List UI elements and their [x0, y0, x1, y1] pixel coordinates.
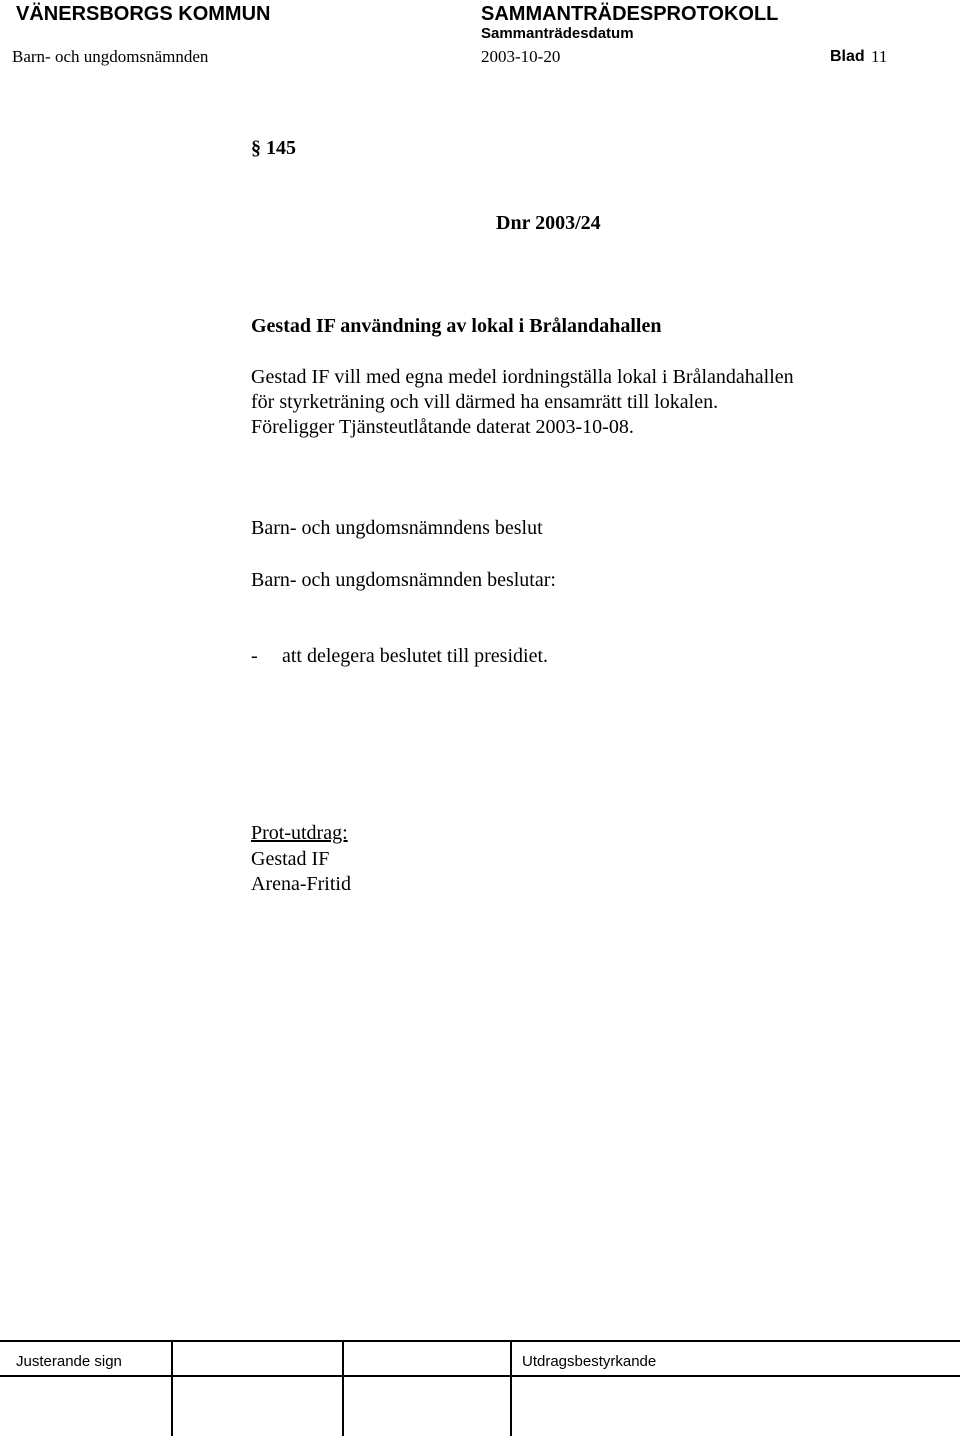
extract-recipients: [251, 847, 351, 897]
section-body: [251, 365, 794, 440]
meeting-date-label: Sammanträdesdatum: [481, 25, 634, 42]
body-line: Gestad IF vill med egna medel iordningställa lokal i Brålandahallen: [251, 366, 794, 388]
recipient: Arena-Fritid: [251, 873, 351, 895]
decision-item-text: att delegera beslutet till presidiet.: [282, 645, 549, 667]
section-sign-icon: §: [251, 137, 261, 159]
list-marker: -: [251, 645, 258, 667]
meeting-date: 2003-10-20: [481, 47, 561, 66]
decision-heading: Barn- och ungdomsnämndens beslut: [251, 517, 543, 539]
footer-top-rule: [0, 1340, 960, 1342]
body-line: Föreligger Tjänsteutlåtande daterat 2003-10-08.: [251, 416, 634, 438]
decision-intro: Barn- och ungdomsnämnden beslutar:: [251, 569, 556, 591]
signature-label: Justerande sign: [16, 1353, 122, 1370]
footer-column-divider: [510, 1340, 512, 1436]
paragraph-number: [251, 137, 296, 160]
recipient: Gestad IF: [251, 848, 330, 870]
case-number: Dnr 2003/24: [496, 212, 601, 234]
committee-name: Barn- och ungdomsnämnden: [12, 47, 209, 66]
document-title: SAMMANTRÄDESPROTOKOLL: [481, 3, 779, 25]
page-number: 11: [871, 47, 888, 66]
footer-column-divider: [171, 1340, 173, 1436]
page-label: Blad: [830, 48, 865, 65]
organization-name: VÄNERSBORGS KOMMUN: [16, 3, 271, 25]
footer-middle-rule: [0, 1375, 960, 1377]
paragraph-number-value: 145: [266, 137, 296, 159]
section-heading: Gestad IF användning av lokal i Brålandahallen: [251, 315, 662, 337]
footer-column-divider: [342, 1340, 344, 1436]
extract-label: Prot-utdrag:: [251, 822, 348, 844]
certification-label: Utdragsbestyrkande: [522, 1353, 657, 1370]
body-line: för styrketräning och vill därmed ha ensamrätt till lokalen.: [251, 391, 719, 413]
decision-item: [251, 645, 548, 668]
